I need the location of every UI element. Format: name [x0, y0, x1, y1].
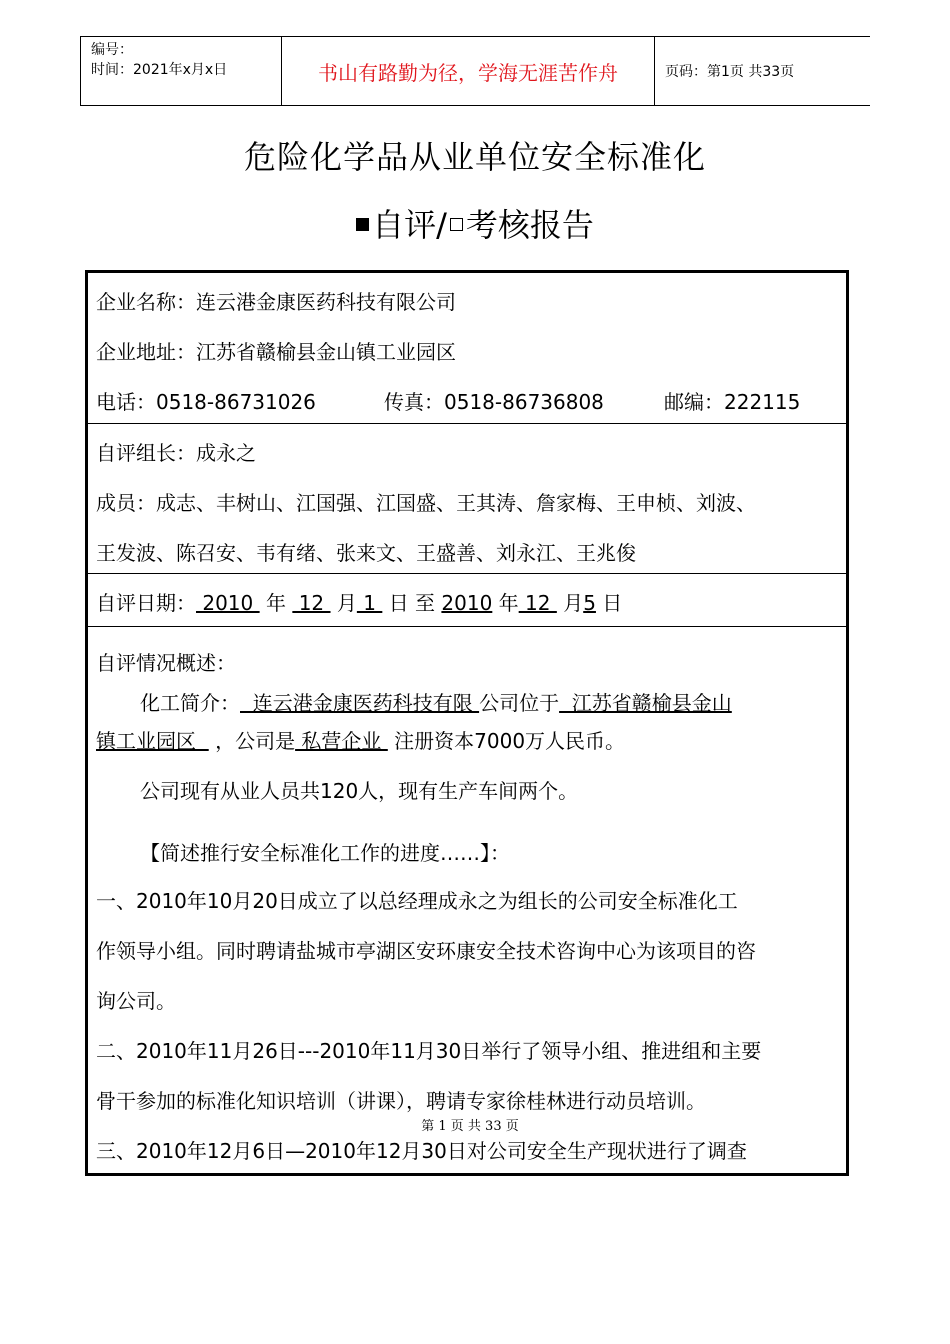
end-year: 2010 [441, 591, 493, 615]
capital: 注册资本7000万人民币。 [394, 729, 626, 753]
company-section [88, 273, 846, 424]
self-eval-label: 自评/ [372, 206, 447, 244]
page-footer: 第 1 页 共 33 页 [421, 1119, 519, 1134]
company-is: ，公司是 [215, 729, 296, 753]
eval-dates [96, 587, 622, 616]
year-char: 年 [265, 591, 286, 615]
start-day: 1 [356, 591, 383, 615]
company-address: 企业地址：江苏省赣榆县金山镇工业园区 [96, 340, 456, 364]
start-year: 2010 [196, 591, 260, 615]
start-month: 12 [292, 591, 331, 615]
unchecked-box-icon [450, 218, 463, 231]
time-label: 时间：2021年x月x日 [91, 62, 228, 78]
team-leader: 自评组长：成永之 [96, 441, 256, 465]
company-phone: 电话：0518-86731026 [96, 390, 316, 414]
company-fax: 传真：0518-86736808 [384, 390, 604, 414]
item1-line1: 一、2010年10月20日成立了以总经理成永之为组长的公司安全标准化工 [96, 889, 738, 913]
header-table [80, 36, 870, 106]
document-subtitle [0, 200, 950, 246]
company-postcode: 邮编：222115 [664, 390, 801, 414]
staff-line: 公司现有从业人员共120人，现有生产车间两个。 [140, 779, 579, 803]
located-at: 公司位于 [479, 691, 560, 715]
checked-box-icon [356, 218, 369, 231]
intro-label: 化工简介： [140, 691, 240, 715]
progress-heading: 【简述推行安全标准化工作的进度……】： [140, 841, 510, 865]
team-members-2: 王发波、陈召安、韦有绪、张来文、王盛善、刘永江、王兆俊 [96, 541, 636, 565]
to-char: 至 [415, 591, 436, 615]
intro-line-1 [140, 687, 732, 716]
month-char: 月 [563, 591, 584, 615]
location-2: 镇工业园区 [96, 729, 209, 753]
document-title: 危险化学品从业单位安全标准化 [243, 138, 706, 176]
report-form [85, 270, 849, 1176]
year-char: 年 [498, 591, 519, 615]
date-section [88, 574, 846, 627]
page-info: 页码：第1页 共33页 [665, 64, 795, 80]
summary-section [88, 627, 846, 1173]
team-members-1: 成员：成志、丰树山、江国强、江国盛、王其涛、詹家梅、王申桢、刘波、 [96, 491, 756, 515]
item2-line2: 骨干参加的标准化知识培训（讲课），聘请专家徐桂林进行动员培训。 [96, 1089, 706, 1113]
item3-line1: 三、2010年12月6日—2010年12月30日对公司安全生产现状进行了调查 [96, 1139, 747, 1163]
day-char: 日 [602, 591, 623, 615]
number-label: 编号： [91, 42, 133, 58]
item2-line1: 二、2010年11月26日---2010年11月30日举行了领导小组、推进组和主要 [96, 1039, 762, 1063]
ownership: 私营企业 [295, 729, 388, 753]
day-char: 日 [388, 591, 409, 615]
motto: 书山有路勤为径，学海无涯苦作舟 [282, 37, 655, 105]
team-section [88, 424, 846, 574]
header-meta-cell [80, 37, 282, 105]
summary-heading: 自评情况概述： [96, 651, 236, 675]
end-month: 12 [518, 591, 557, 615]
item1-line3: 询公司。 [96, 989, 176, 1013]
intro-line-2 [96, 725, 625, 754]
item1-line2: 作领导小组。同时聘请盐城市亭湖区安环康安全技术咨询中心为该项目的咨 [96, 939, 756, 963]
company-name: 企业名称：连云港金康医药科技有限公司 [96, 290, 456, 314]
assess-label: 考核报告 [465, 206, 594, 244]
date-label: 自评日期： [96, 591, 196, 615]
intro-company: 连云港金康医药科技有限 [240, 691, 480, 715]
end-day: 5 [583, 591, 596, 615]
location-1: 江苏省赣榆县金山 [559, 691, 732, 715]
month-char: 月 [336, 591, 357, 615]
